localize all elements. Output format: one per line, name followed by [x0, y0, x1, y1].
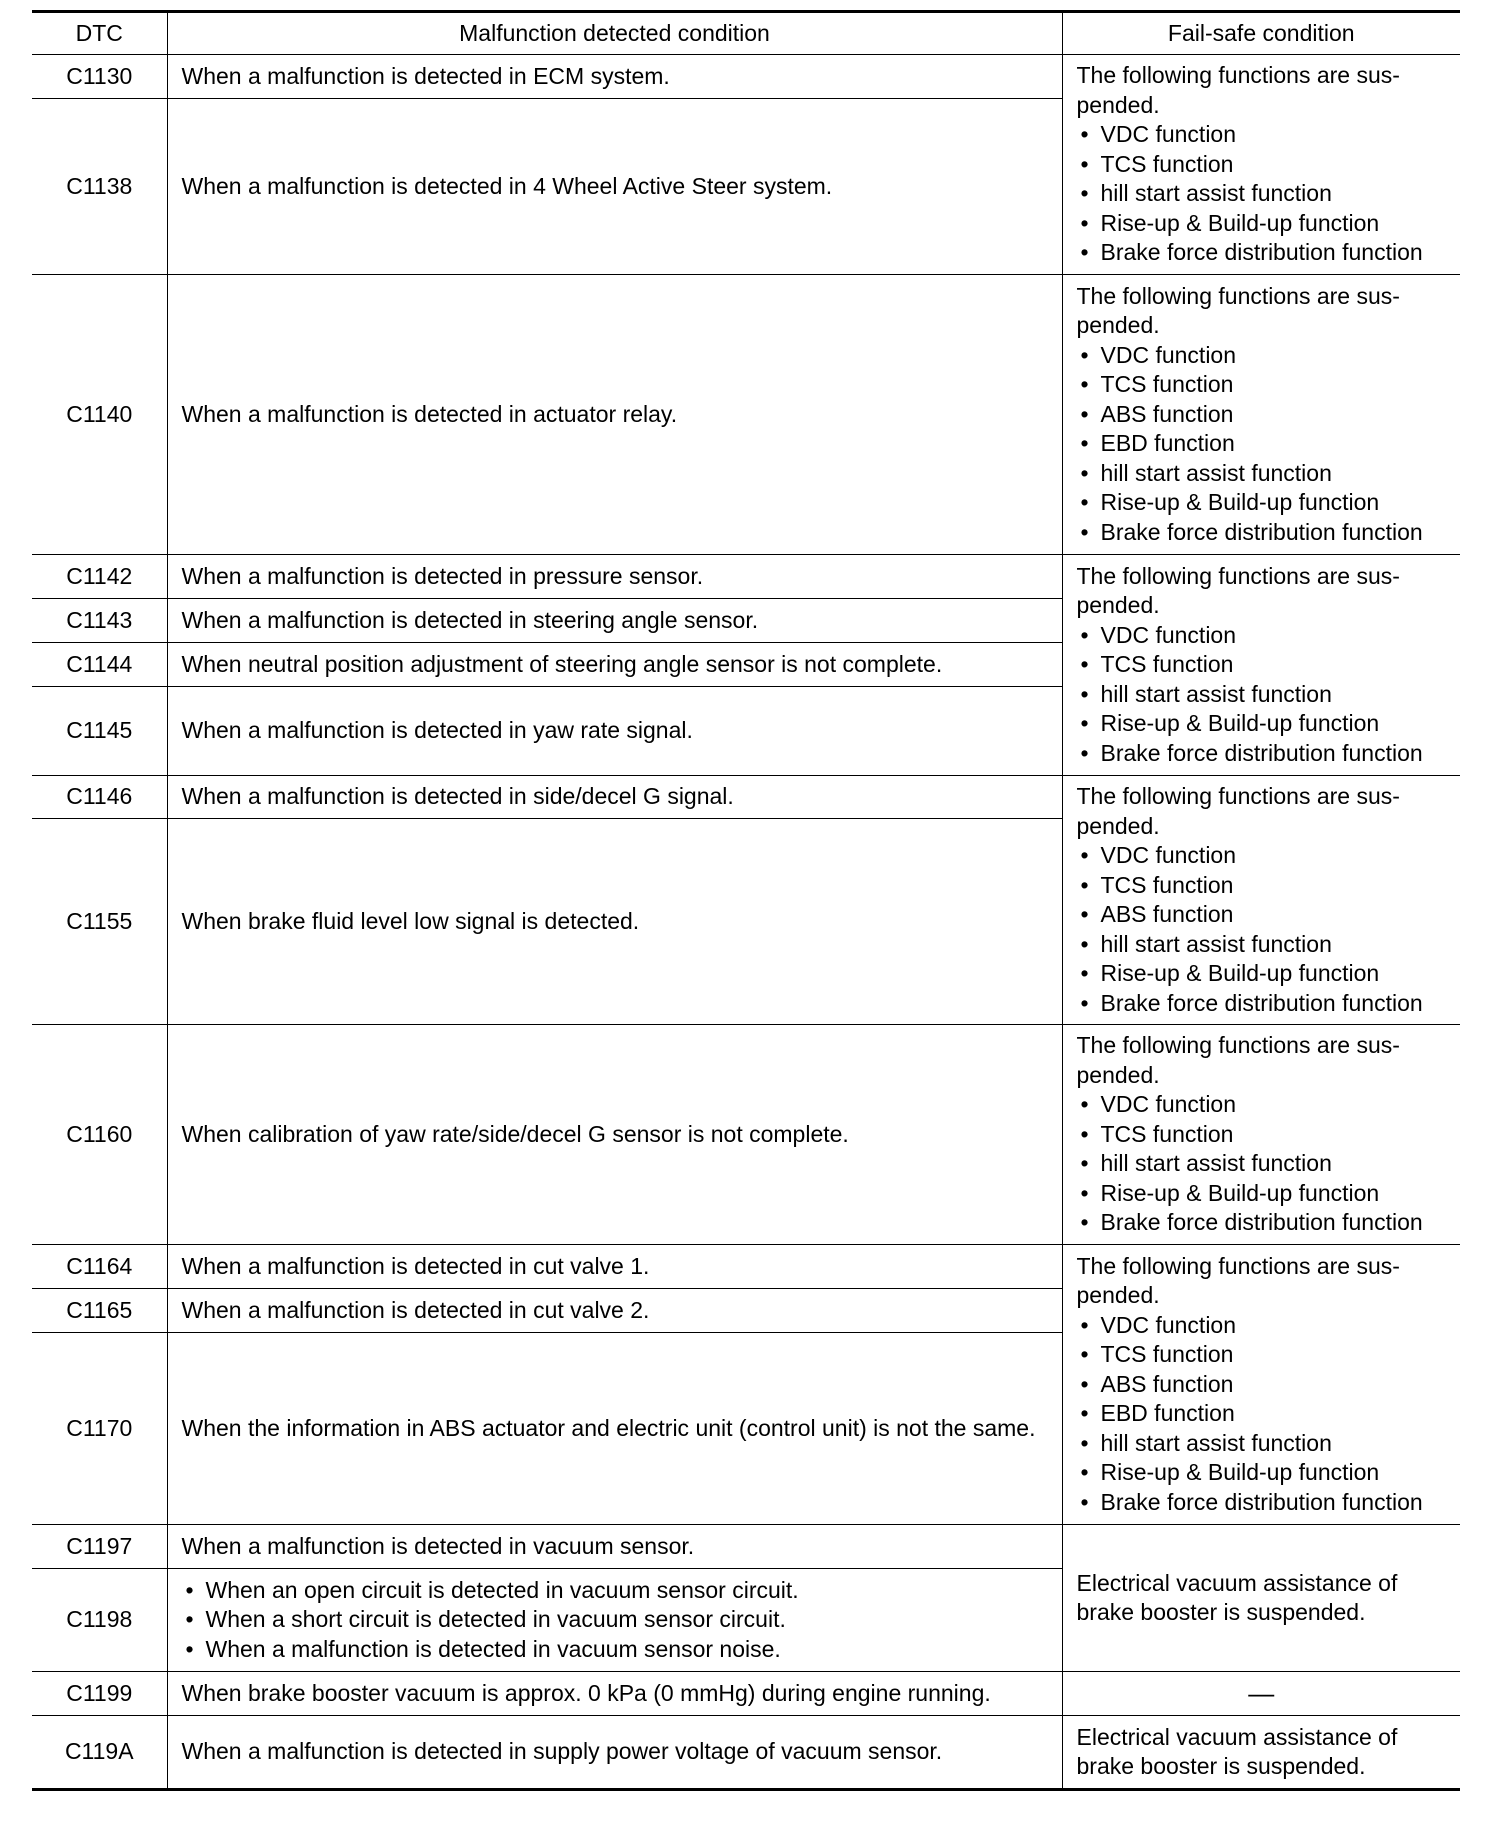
- malfunction-condition: When a malfunction is detected in steering angle sensor.: [167, 599, 1062, 643]
- failsafe-cell: [1062, 555, 1460, 776]
- failsafe-intro: The following functions are sus-pended.: [1076, 282, 1400, 339]
- failsafe-intro: The following functions are sus-pended.: [1076, 562, 1400, 619]
- dtc-code: C1197: [32, 1525, 167, 1569]
- list-item: • Rise-up & Build-up function: [1077, 488, 1447, 518]
- dtc-code: C1142: [32, 555, 167, 599]
- list-item: • Brake force distribution function: [1077, 989, 1447, 1019]
- list-item: • hill start assist function: [1077, 1429, 1447, 1459]
- dtc-code: C1155: [32, 819, 167, 1025]
- list-item: • Brake force distribution function: [1077, 518, 1447, 548]
- malfunction-condition: When brake fluid level low signal is detected.: [167, 819, 1062, 1025]
- list-item: • EBD function: [1077, 429, 1447, 459]
- failsafe-cell: [1062, 1245, 1460, 1525]
- list-item: • Brake force distribution function: [1077, 1208, 1447, 1238]
- malfunction-condition: When a malfunction is detected in ECM system.: [167, 55, 1062, 99]
- malfunction-condition: When a malfunction is detected in pressure sensor.: [167, 555, 1062, 599]
- malfunction-condition: When a malfunction is detected in cut valve 1.: [167, 1245, 1062, 1289]
- list-item: • When a malfunction is detected in vacuum sensor noise.: [182, 1635, 1048, 1665]
- table-row: [32, 1245, 1460, 1289]
- list-item: • TCS function: [1077, 370, 1447, 400]
- list-item: • TCS function: [1077, 1120, 1447, 1150]
- malfunction-condition: When brake booster vacuum is approx. 0 kPa (0 mmHg) during engine running.: [167, 1672, 1062, 1716]
- failsafe-cell: [1062, 1025, 1460, 1245]
- list-item: • VDC function: [1077, 1090, 1447, 1120]
- failsafe-cell: —: [1062, 1672, 1460, 1716]
- dtc-code: C1145: [32, 687, 167, 776]
- failsafe-list: [1077, 621, 1447, 769]
- dtc-code: C1130: [32, 55, 167, 99]
- list-item: • When a short circuit is detected in vacuum sensor circuit.: [182, 1605, 1048, 1635]
- list-item: • VDC function: [1077, 621, 1447, 651]
- dtc-code: C1170: [32, 1333, 167, 1525]
- malfunction-condition: When a malfunction is detected in 4 Wheel Active Steer system.: [167, 99, 1062, 275]
- list-item: • ABS function: [1077, 1370, 1447, 1400]
- list-item: • hill start assist function: [1077, 1149, 1447, 1179]
- list-item: • Rise-up & Build-up function: [1077, 1179, 1447, 1209]
- list-item: • hill start assist function: [1077, 930, 1447, 960]
- list-item: • TCS function: [1077, 650, 1447, 680]
- dtc-code: C1164: [32, 1245, 167, 1289]
- malfunction-condition: When a malfunction is detected in side/decel G signal.: [167, 776, 1062, 819]
- failsafe-intro: The following functions are sus-pended.: [1076, 783, 1400, 839]
- dtc-code: C1199: [32, 1672, 167, 1716]
- list-item: • hill start assist function: [1077, 459, 1447, 489]
- table-row: [32, 55, 1460, 99]
- header-dtc: DTC: [32, 12, 167, 55]
- dtc-code: C1146: [32, 776, 167, 819]
- list-item: • VDC function: [1077, 341, 1447, 371]
- dtc-failsafe-table: [32, 10, 1460, 1791]
- failsafe-list: [1077, 1311, 1447, 1518]
- list-item: • EBD function: [1077, 1399, 1447, 1429]
- malfunction-condition: When a malfunction is detected in cut valve 2.: [167, 1289, 1062, 1333]
- malfunction-condition: When a malfunction is detected in actuator relay.: [167, 275, 1062, 555]
- table-row: [32, 1716, 1460, 1790]
- list-item: • hill start assist function: [1077, 179, 1447, 209]
- dtc-code: C119A: [32, 1716, 167, 1790]
- malfunction-condition: [167, 1569, 1062, 1672]
- dtc-code: C1143: [32, 599, 167, 643]
- malfunction-condition: When a malfunction is detected in supply power voltage of vacuum sensor.: [167, 1716, 1062, 1790]
- list-item: • Rise-up & Build-up function: [1077, 959, 1447, 989]
- failsafe-list: [1077, 841, 1447, 1018]
- header-failsafe: Fail-safe condition: [1062, 12, 1460, 55]
- list-item: • Rise-up & Build-up function: [1077, 709, 1447, 739]
- list-item: • Rise-up & Build-up function: [1077, 1458, 1447, 1488]
- list-item: • Rise-up & Build-up function: [1077, 209, 1447, 239]
- list-item: • TCS function: [1077, 150, 1447, 180]
- table-row: [32, 275, 1460, 555]
- failsafe-cell: [1062, 275, 1460, 555]
- list-item: • Brake force distribution function: [1077, 739, 1447, 769]
- list-item: • Brake force distribution function: [1077, 1488, 1447, 1518]
- failsafe-cell: Electrical vacuum assistance of brake booster is suspended.: [1062, 1525, 1460, 1672]
- header-condition: Malfunction detected condition: [167, 12, 1062, 55]
- failsafe-intro: The following functions are sus-pended.: [1076, 1252, 1400, 1309]
- list-item: • VDC function: [1077, 841, 1447, 871]
- failsafe-list: [1077, 1090, 1447, 1238]
- dtc-code: C1160: [32, 1025, 167, 1245]
- dtc-code: C1198: [32, 1569, 167, 1672]
- list-item: • When an open circuit is detected in vacuum sensor circuit.: [182, 1576, 1048, 1606]
- list-item: • VDC function: [1077, 120, 1447, 150]
- table-row: [32, 1672, 1460, 1716]
- failsafe-list: [1077, 341, 1447, 548]
- list-item: • ABS function: [1077, 900, 1447, 930]
- malfunction-condition: When calibration of yaw rate/side/decel G sensor is not complete.: [167, 1025, 1062, 1245]
- failsafe-cell: [1062, 776, 1460, 1025]
- list-item: • Brake force distribution function: [1077, 238, 1447, 268]
- table-row: [32, 1025, 1460, 1245]
- failsafe-list: [1077, 120, 1447, 268]
- list-item: • hill start assist function: [1077, 680, 1447, 710]
- list-item: • TCS function: [1077, 871, 1447, 901]
- malfunction-condition: When neutral position adjustment of steering angle sensor is not complete.: [167, 643, 1062, 687]
- malfunction-condition: When a malfunction is detected in vacuum sensor.: [167, 1525, 1062, 1569]
- table-row: [32, 776, 1460, 819]
- malfunction-condition: When the information in ABS actuator and electric unit (control unit) is not the same.: [167, 1333, 1062, 1525]
- failsafe-intro: The following functions are sus-pended.: [1076, 62, 1400, 118]
- table-header-row: [32, 12, 1460, 55]
- dtc-code: C1138: [32, 99, 167, 275]
- failsafe-intro: The following functions are sus-pended.: [1076, 1032, 1400, 1088]
- condition-list: [182, 1576, 1048, 1665]
- list-item: • TCS function: [1077, 1340, 1447, 1370]
- dtc-code: C1140: [32, 275, 167, 555]
- failsafe-cell: [1062, 55, 1460, 275]
- malfunction-condition: When a malfunction is detected in yaw rate signal.: [167, 687, 1062, 776]
- dtc-code: C1144: [32, 643, 167, 687]
- list-item: • VDC function: [1077, 1311, 1447, 1341]
- table-row: [32, 1525, 1460, 1569]
- list-item: • ABS function: [1077, 400, 1447, 430]
- failsafe-cell: Electrical vacuum assistance of brake booster is suspended.: [1062, 1716, 1460, 1790]
- dtc-code: C1165: [32, 1289, 167, 1333]
- table-row: [32, 555, 1460, 599]
